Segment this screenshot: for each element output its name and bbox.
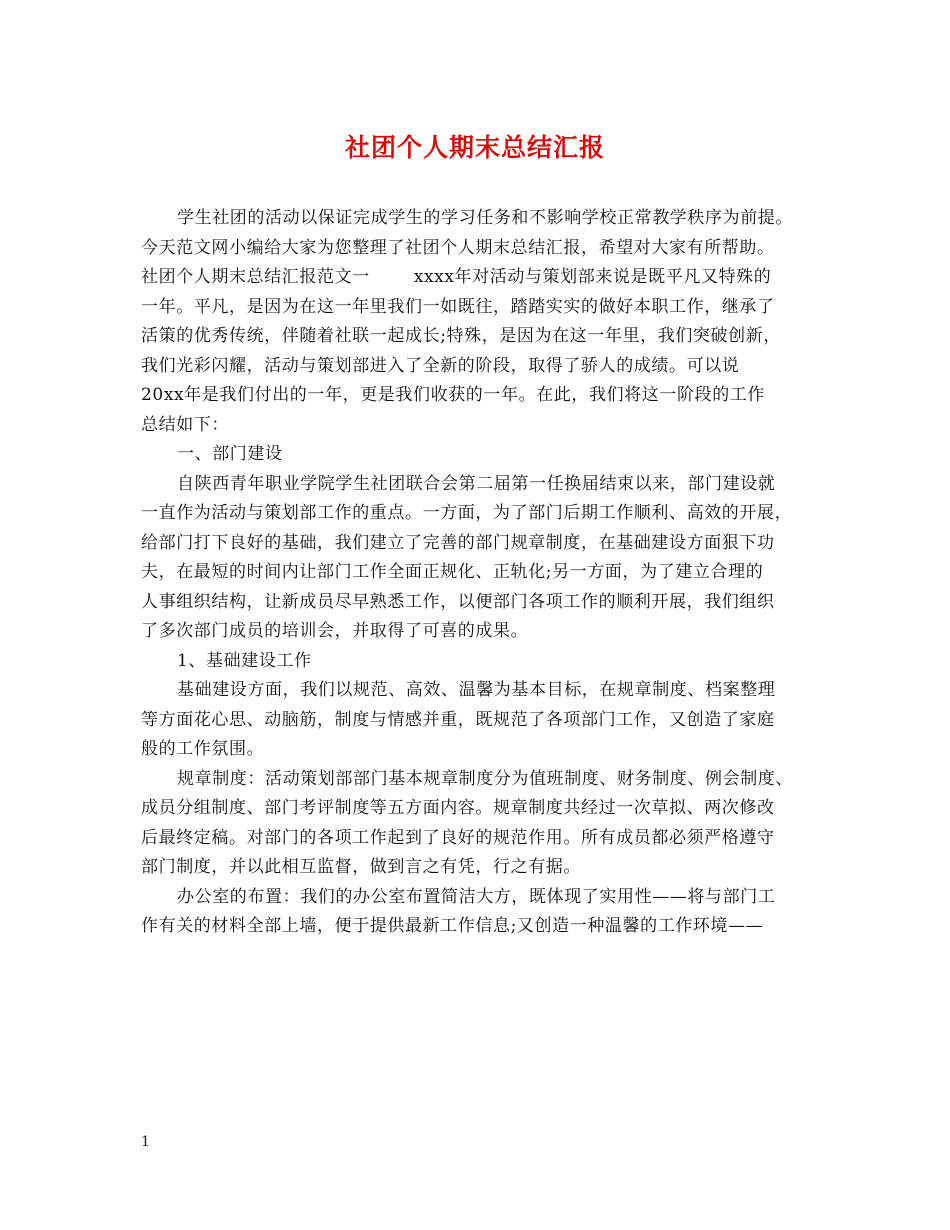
- paragraph-text: xxxx年对活动与策划部来说是既平凡又特殊的: [413, 267, 772, 287]
- page-number: 1: [141, 1134, 150, 1150]
- paragraph-line: 办公室的布置：我们的办公室布置简洁大方，既体现了实用性——将与部门工: [177, 886, 776, 907]
- paragraph-line: 后最终定稿。对部门的各项工作起到了良好的规范作用。所有成员都必须严格遵守: [141, 827, 775, 848]
- paragraph-line: 我们光彩闪耀，活动与策划部进入了全新的阶段，取得了骄人的成绩。可以说: [141, 355, 740, 376]
- paragraph-line: 一年。平凡，是因为在这一年里我们一如既往，踏踏实实的做好本职工作，继承了: [141, 296, 775, 317]
- paragraph-line: [141, 263, 821, 293]
- paragraph-line: 活策的优秀传统，伴随着社联一起成长;特殊，是因为在这一年里，我们突破创新，: [141, 326, 781, 346]
- paragraph-line: 作有关的材料全部上墙，便于提供最新工作信息;又创造一种温馨的工作环境——: [141, 916, 764, 936]
- paragraph-line: 给部门打下良好的基础，我们建立了完善的部门规章制度，在基础建设方面狠下功: [141, 532, 775, 553]
- paragraph-line: 今天范文网小编给大家为您整理了社团个人期末总结汇报，希望对大家有所帮助。: [141, 237, 775, 258]
- paragraph-line: 一直作为活动与策划部工作的重点。一方面，为了部门后期工作顺利、高效的开展，: [141, 503, 793, 523]
- paragraph-line: 学生社团的活动以保证完成学生的学习任务和不影响学校正常教学秩序为前提。: [177, 208, 793, 228]
- paragraph-line: 等方面花心思、动脑筋，制度与情感并重，既规范了各项部门工作，又创造了家庭: [141, 709, 775, 730]
- paragraph-line: 了多次部门成员的培训会，并取得了可喜的成果。: [141, 621, 529, 641]
- document-body: [141, 204, 821, 942]
- paragraph-line: 部门制度，并以此相互监督，做到言之有凭，行之有据。: [141, 857, 581, 877]
- paragraph-line: 人事组织结构，让新成员尽早熟悉工作，以便部门各项工作的顺利开展，我们组织: [141, 591, 775, 612]
- paragraph-line: 总结如下：: [141, 414, 229, 435]
- paragraph-line: 成员分组制度、部门考评制度等五方面内容。规章制度共经过一次草拟、两次修改: [141, 798, 775, 818]
- paragraph-line: 般的工作氛围。: [141, 739, 265, 759]
- section-heading: 1、基础建设工作: [177, 650, 312, 671]
- paragraph-line: 夫，在最短的时间内让部门工作全面正规化、正轨化;另一方面，为了建立合理的: [141, 562, 764, 582]
- paragraph-line: 基础建设方面，我们以规范、高效、温馨为基本目标，在规章制度、档案整理: [177, 680, 776, 700]
- paragraph-line: 自陕西青年职业学院学生社团联合会第二届第一任换届结束以来，部门建设就: [177, 473, 776, 494]
- section-heading: 一、部门建设: [177, 444, 283, 464]
- document-title: 社团个人期末总结汇报: [344, 133, 605, 162]
- section-heading: 社团个人期末总结汇报范文一: [141, 267, 370, 287]
- paragraph-line: 规章制度：活动策划部部门基本规章制度分为值班制度、财务制度、例会制度、: [177, 768, 793, 789]
- paragraph-line: 20xx年是我们付出的一年，更是我们收获的一年。在此，我们将这一阶段的工作: [141, 385, 766, 405]
